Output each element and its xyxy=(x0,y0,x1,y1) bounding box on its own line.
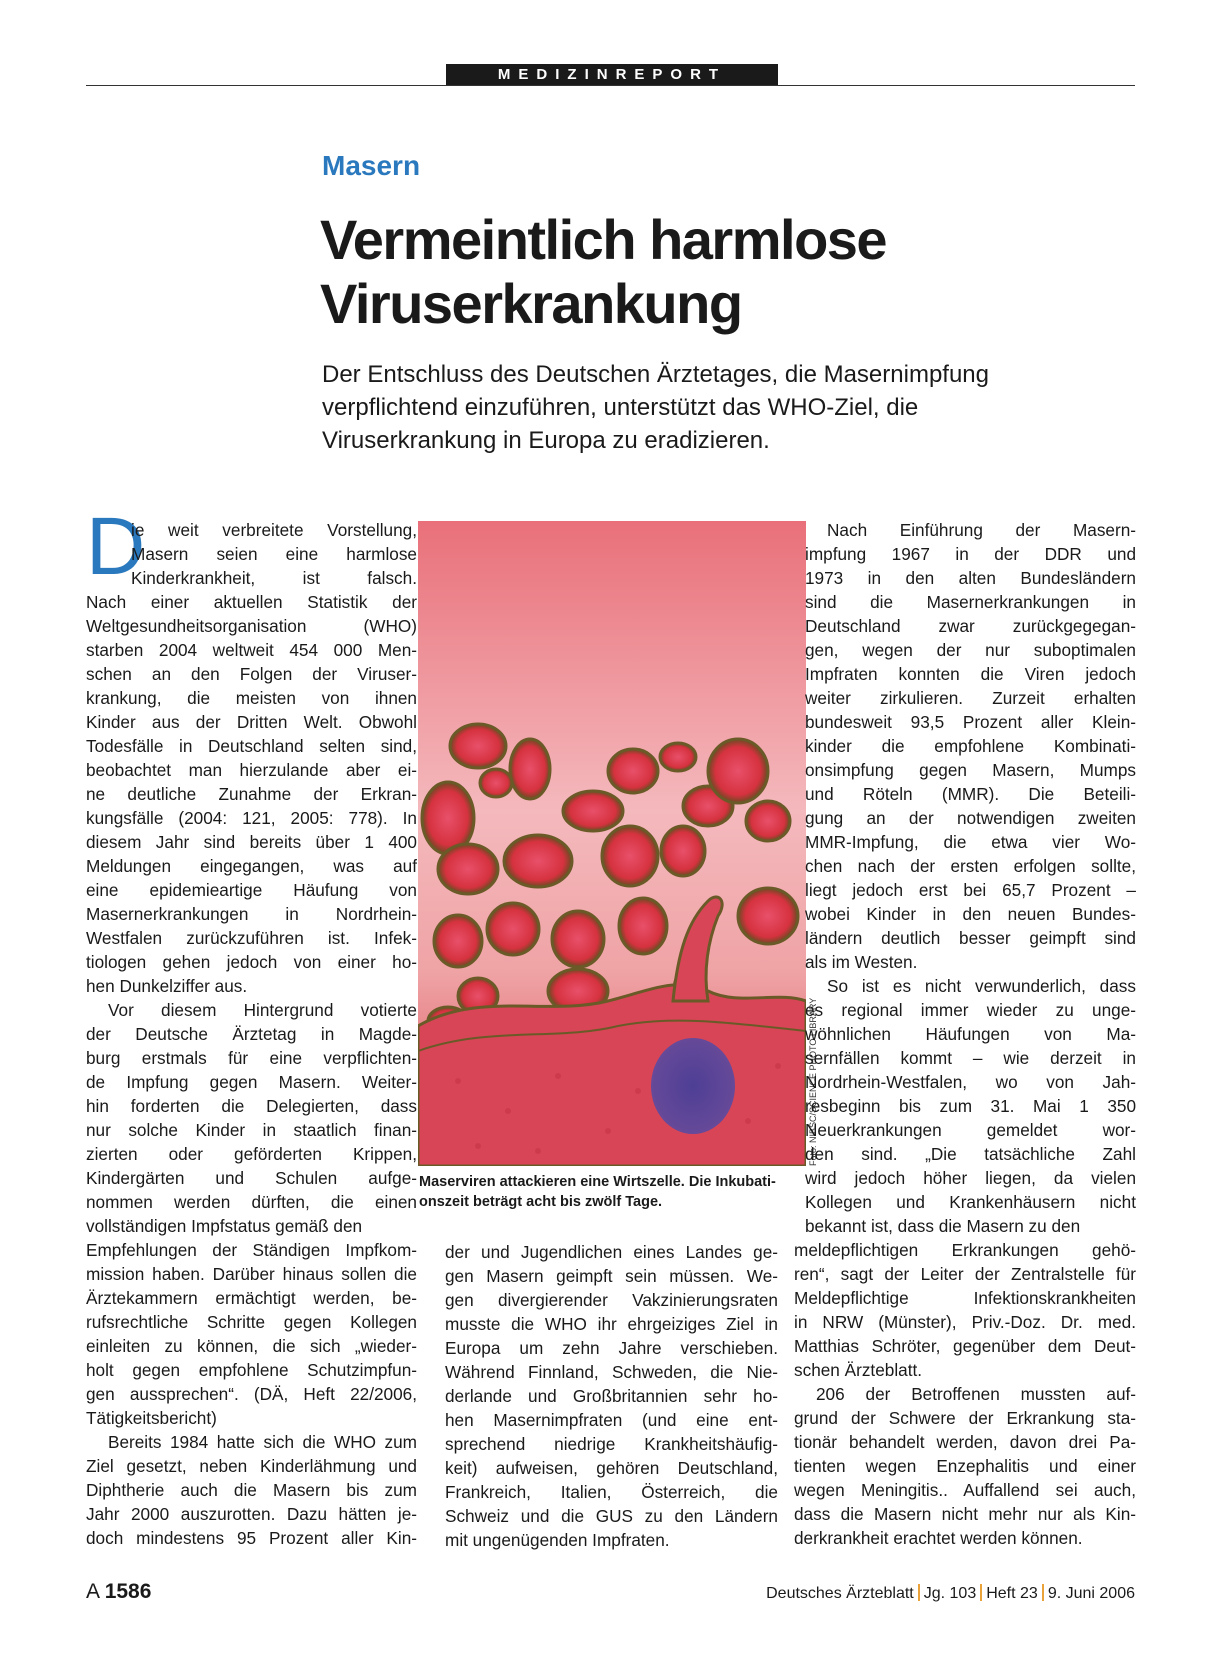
text-line: doch mindestens 95 Prozent aller Kin- xyxy=(86,1528,417,1548)
journal-issue: Heft 23 xyxy=(986,1585,1038,1602)
text-line: hen Dunkelziffer aus. xyxy=(86,976,248,996)
lede-line: Viruserkrankung in Europa zu eradizieren. xyxy=(322,427,770,454)
text-line: Nordrhein-Westfalen, wo von Jah- xyxy=(805,1072,1136,1092)
text-line: Vor diesem Hintergrund votierte xyxy=(108,1000,417,1020)
text-line: den sind. „Die tatsächliche Zahl xyxy=(805,1144,1136,1164)
text-line: So ist es nicht verwunderlich, dass xyxy=(827,976,1136,996)
text-line: starben 2004 weltweit 454 000 Men- xyxy=(86,640,417,660)
text-line: Impfraten konnten die Viren jedoch xyxy=(805,664,1136,684)
text-line: tiologen gehen jedoch von einer ho- xyxy=(86,952,417,972)
text-line: hin forderten die Delegierten, dass xyxy=(86,1096,417,1116)
text-line: Meldungen eingegangen, was auf xyxy=(86,856,417,876)
text-line: hen Masernimpfraten (und eine ent- xyxy=(445,1410,778,1430)
text-line: Matthias Schröter, gegenüber dem Deut- xyxy=(794,1336,1136,1356)
text-line: nommen werden dürften, die einen xyxy=(86,1192,417,1212)
text-line: gen Masern geimpft sein müssen. We- xyxy=(445,1266,778,1286)
page-prefix: A xyxy=(86,1580,99,1603)
text-line: sind die Masernerkrankungen in xyxy=(805,592,1136,612)
text-line: resbeginn bis zum 31. Mai 1 350 xyxy=(805,1096,1136,1116)
lede-line: verpflichtend einzuführen, unterstützt das WHO-Ziel, die xyxy=(322,394,919,421)
section-label: MEDIZINREPORT xyxy=(446,64,778,85)
text-line: Ärztekammern ermächtigt werden, be- xyxy=(86,1288,417,1308)
text-line: keit) aufweisen, gehören Deutschland, xyxy=(445,1458,778,1478)
header-rule xyxy=(86,85,1135,86)
text-line: gen divergierender Vakzinierungsraten xyxy=(445,1290,778,1310)
article-lede xyxy=(322,358,1132,457)
text-line: Masernerkrankungen in Nordrhein- xyxy=(86,904,417,924)
text-line: musste die WHO ihr ehrgeiziges Ziel in xyxy=(445,1314,778,1334)
text-line: grund der Schwere der Erkrankung sta- xyxy=(794,1408,1136,1428)
text-line: dass die Masern nicht mehr nur als Kin- xyxy=(794,1504,1136,1524)
text-line: nur solche Kinder in staatlich finan- xyxy=(86,1120,417,1140)
text-line: wobei Kinder in den neuen Bundes- xyxy=(805,904,1136,924)
text-line: de Impfung gegen Masern. Weiter- xyxy=(86,1072,417,1092)
text-line: der und Jugendlichen eines Landes ge- xyxy=(445,1242,778,1262)
separator xyxy=(1042,1584,1044,1601)
page-number-value: 1586 xyxy=(104,1580,152,1603)
text-line: ren“, sagt der Leiter der Zentralstelle für xyxy=(794,1264,1136,1284)
text-line: kinder die empfohlene Kombinati- xyxy=(805,736,1136,756)
text-line: zierten oder geförderten Krippen, xyxy=(86,1144,417,1164)
text-line: Ziel gesetzt, neben Kinderlähmung und xyxy=(86,1456,417,1476)
text-line: Diphtherie auch die Masern bis zum xyxy=(86,1480,417,1500)
text-line: Meldepflichtige Infektionskrankheiten xyxy=(794,1288,1136,1308)
text-line: mission haben. Darüber hinaus sollen die xyxy=(86,1264,417,1284)
text-line: diesem Jahr sind bereits über 1 400 xyxy=(86,832,417,852)
column-3-lower xyxy=(794,1238,1136,1550)
text-line: ne deutliche Zunahme der Erkran- xyxy=(86,784,417,804)
text-line: chen nach der ersten erfolgen sollte, xyxy=(805,856,1136,876)
text-line: einleiten zu können, die sich „wieder- xyxy=(86,1336,417,1356)
text-line: Kindergärten und Schulen aufge- xyxy=(86,1168,417,1188)
text-line: tionär behandelt werden, davon drei Pa- xyxy=(794,1432,1136,1452)
column-2 xyxy=(445,1240,778,1552)
text-line: 1973 in den alten Bundesländern xyxy=(805,568,1136,588)
text-line: gung an der notwendigen zweiten xyxy=(805,808,1136,828)
lede-line: Der Entschluss des Deutschen Ärztetages, die Masernimpfung xyxy=(322,361,989,388)
text-line: Kinder aus der Dritten Welt. Obwohl xyxy=(86,712,417,732)
text-line: vollständigen Impfstatus gemäß den xyxy=(86,1216,363,1236)
separator xyxy=(918,1584,920,1601)
text-line: onsimpfung gegen Masern, Mumps xyxy=(805,760,1136,780)
text-line: Frankreich, Italien, Österreich, die xyxy=(445,1482,778,1502)
text-line: rufsrechtliche Schritte gegen Kollegen xyxy=(86,1312,417,1332)
text-line: bekannt ist, dass die Masern zu den xyxy=(805,1216,1081,1236)
caption-line: Maserviren attackieren eine Wirtszelle. Die Inkubati- xyxy=(419,1174,776,1190)
text-line: burg erstmals für eine verpflichten- xyxy=(86,1048,417,1068)
photo-credit: Foto: NIBSC/SCIENCE PHOTO LIBRARY xyxy=(808,997,818,1166)
article-kicker: Masern xyxy=(322,150,421,181)
text-line: ländern deutlich besser geimpft sind xyxy=(805,928,1136,948)
page-number xyxy=(86,1580,151,1604)
text-line: derkrankheit erachtet werden können. xyxy=(794,1528,1083,1548)
text-line: tienten wegen Enzephalitis und einer xyxy=(794,1456,1136,1476)
text-line: Todesfälle in Deutschland selten sind, xyxy=(86,736,417,756)
journal-name: Deutsches Ärzteblatt xyxy=(766,1585,914,1602)
text-line: es regional immer wieder zu unge- xyxy=(805,1000,1136,1020)
column-1 xyxy=(86,590,417,1238)
text-line: sprechend niedrige Krankheitshäufig- xyxy=(445,1434,778,1454)
journal-volume: Jg. 103 xyxy=(923,1585,977,1602)
text-line: Nach Einführung der Masern- xyxy=(827,520,1136,540)
text-line: beobachtet man hierzulande aber ei- xyxy=(86,760,417,780)
text-line: in NRW (Münster), Priv.-Doz. Dr. med. xyxy=(794,1312,1136,1332)
virus-photo xyxy=(418,521,806,1166)
text-line: Westfalen zurückzuführen ist. Infek- xyxy=(86,928,417,948)
text-line: Schweiz und die GUS zu den Ländern xyxy=(445,1506,778,1526)
text-line: wöhnlichen Häufungen von Ma- xyxy=(805,1024,1136,1044)
text-line: sernfällen kommt – wie derzeit in xyxy=(805,1048,1136,1068)
text-line: gen aussprechen“. (DÄ, Heft 22/2006, xyxy=(86,1384,417,1404)
text-line: wegen Meningitis.. Auffallend sei auch, xyxy=(794,1480,1136,1500)
text-line: der Deutsche Ärztetag in Magde- xyxy=(86,1024,417,1044)
text-line: Jahr 2000 auszurotten. Dazu hätten je- xyxy=(86,1504,417,1524)
text-line: Kollegen und Krankenhäusern nicht xyxy=(805,1192,1136,1212)
drop-cap: D xyxy=(86,501,146,592)
text-line: Nach einer aktuellen Statistik der xyxy=(86,592,417,612)
text-line: weiter zirkulieren. Zurzeit erhalten xyxy=(805,688,1136,708)
text-line: holt gegen empfohlene Schutzimpfun- xyxy=(86,1360,417,1380)
headline-line: Viruserkrankung xyxy=(320,272,742,335)
text-line: Weltgesundheitsorganisation (WHO) xyxy=(86,616,417,636)
text-line: Masern seien eine harmlose xyxy=(131,544,417,564)
column-1-lower xyxy=(86,1238,417,1550)
text-line: liegt jedoch erst bei 65,7 Prozent – xyxy=(805,880,1136,900)
text-line: Europa um zehn Jahre verschieben. xyxy=(445,1338,778,1358)
text-line: Tätigkeitsbericht) xyxy=(86,1408,217,1428)
text-line: mit ungenügenden Impfraten. xyxy=(445,1530,670,1550)
text-line: Während Finnland, Schweden, die Nie- xyxy=(445,1362,778,1382)
text-line: krankung, die meisten von ihnen xyxy=(86,688,417,708)
column-3 xyxy=(805,518,1136,1238)
text-line: Kinderkrankheit, ist falsch. xyxy=(131,568,417,588)
text-line: wird jedoch höher liegen, da vielen xyxy=(805,1168,1136,1188)
caption-line: onszeit beträgt acht bis zwölf Tage. xyxy=(419,1194,663,1210)
text-line: Bereits 1984 hatte sich die WHO zum xyxy=(108,1432,417,1452)
text-line: schen Ärzteblatt. xyxy=(794,1360,923,1380)
text-line: schen an den Folgen der Viruser- xyxy=(86,664,417,684)
text-line: MMR-Impfung, die etwa vier Wo- xyxy=(805,832,1136,852)
text-line: bundesweit 93,5 Prozent aller Klein- xyxy=(805,712,1136,732)
figure-caption xyxy=(419,1172,809,1212)
text-line: als im Westen. xyxy=(805,952,918,972)
text-line: derlande und Großbritannien sehr ho- xyxy=(445,1386,778,1406)
text-line: meldepflichtigen Erkrankungen gehö- xyxy=(794,1240,1136,1260)
article-headline xyxy=(320,208,1140,336)
journal-footer xyxy=(766,1584,1135,1603)
column-1-intro xyxy=(131,518,417,590)
text-line: Neuerkrankungen gemeldet wor- xyxy=(805,1120,1136,1140)
text-line: ie weit verbreitete Vorstellung, xyxy=(131,520,417,540)
text-line: 206 der Betroffenen mussten auf- xyxy=(816,1384,1136,1404)
text-line: Empfehlungen der Ständigen Impfkom- xyxy=(86,1240,417,1260)
text-line: Deutschland zwar zurückgegegan- xyxy=(805,616,1136,636)
text-line: impfung 1967 in der DDR und xyxy=(805,544,1136,564)
journal-date: 9. Juni 2006 xyxy=(1047,1585,1135,1602)
headline-line: Vermeintlich harmlose xyxy=(320,208,887,271)
text-line: und Röteln (MMR). Die Beteili- xyxy=(805,784,1136,804)
text-line: kungsfälle (2004: 121, 2005: 778). In xyxy=(86,808,417,828)
text-line: gen, wegen der nur suboptimalen xyxy=(805,640,1136,660)
separator xyxy=(980,1584,982,1601)
text-line: eine epidemieartige Häufung von xyxy=(86,880,417,900)
